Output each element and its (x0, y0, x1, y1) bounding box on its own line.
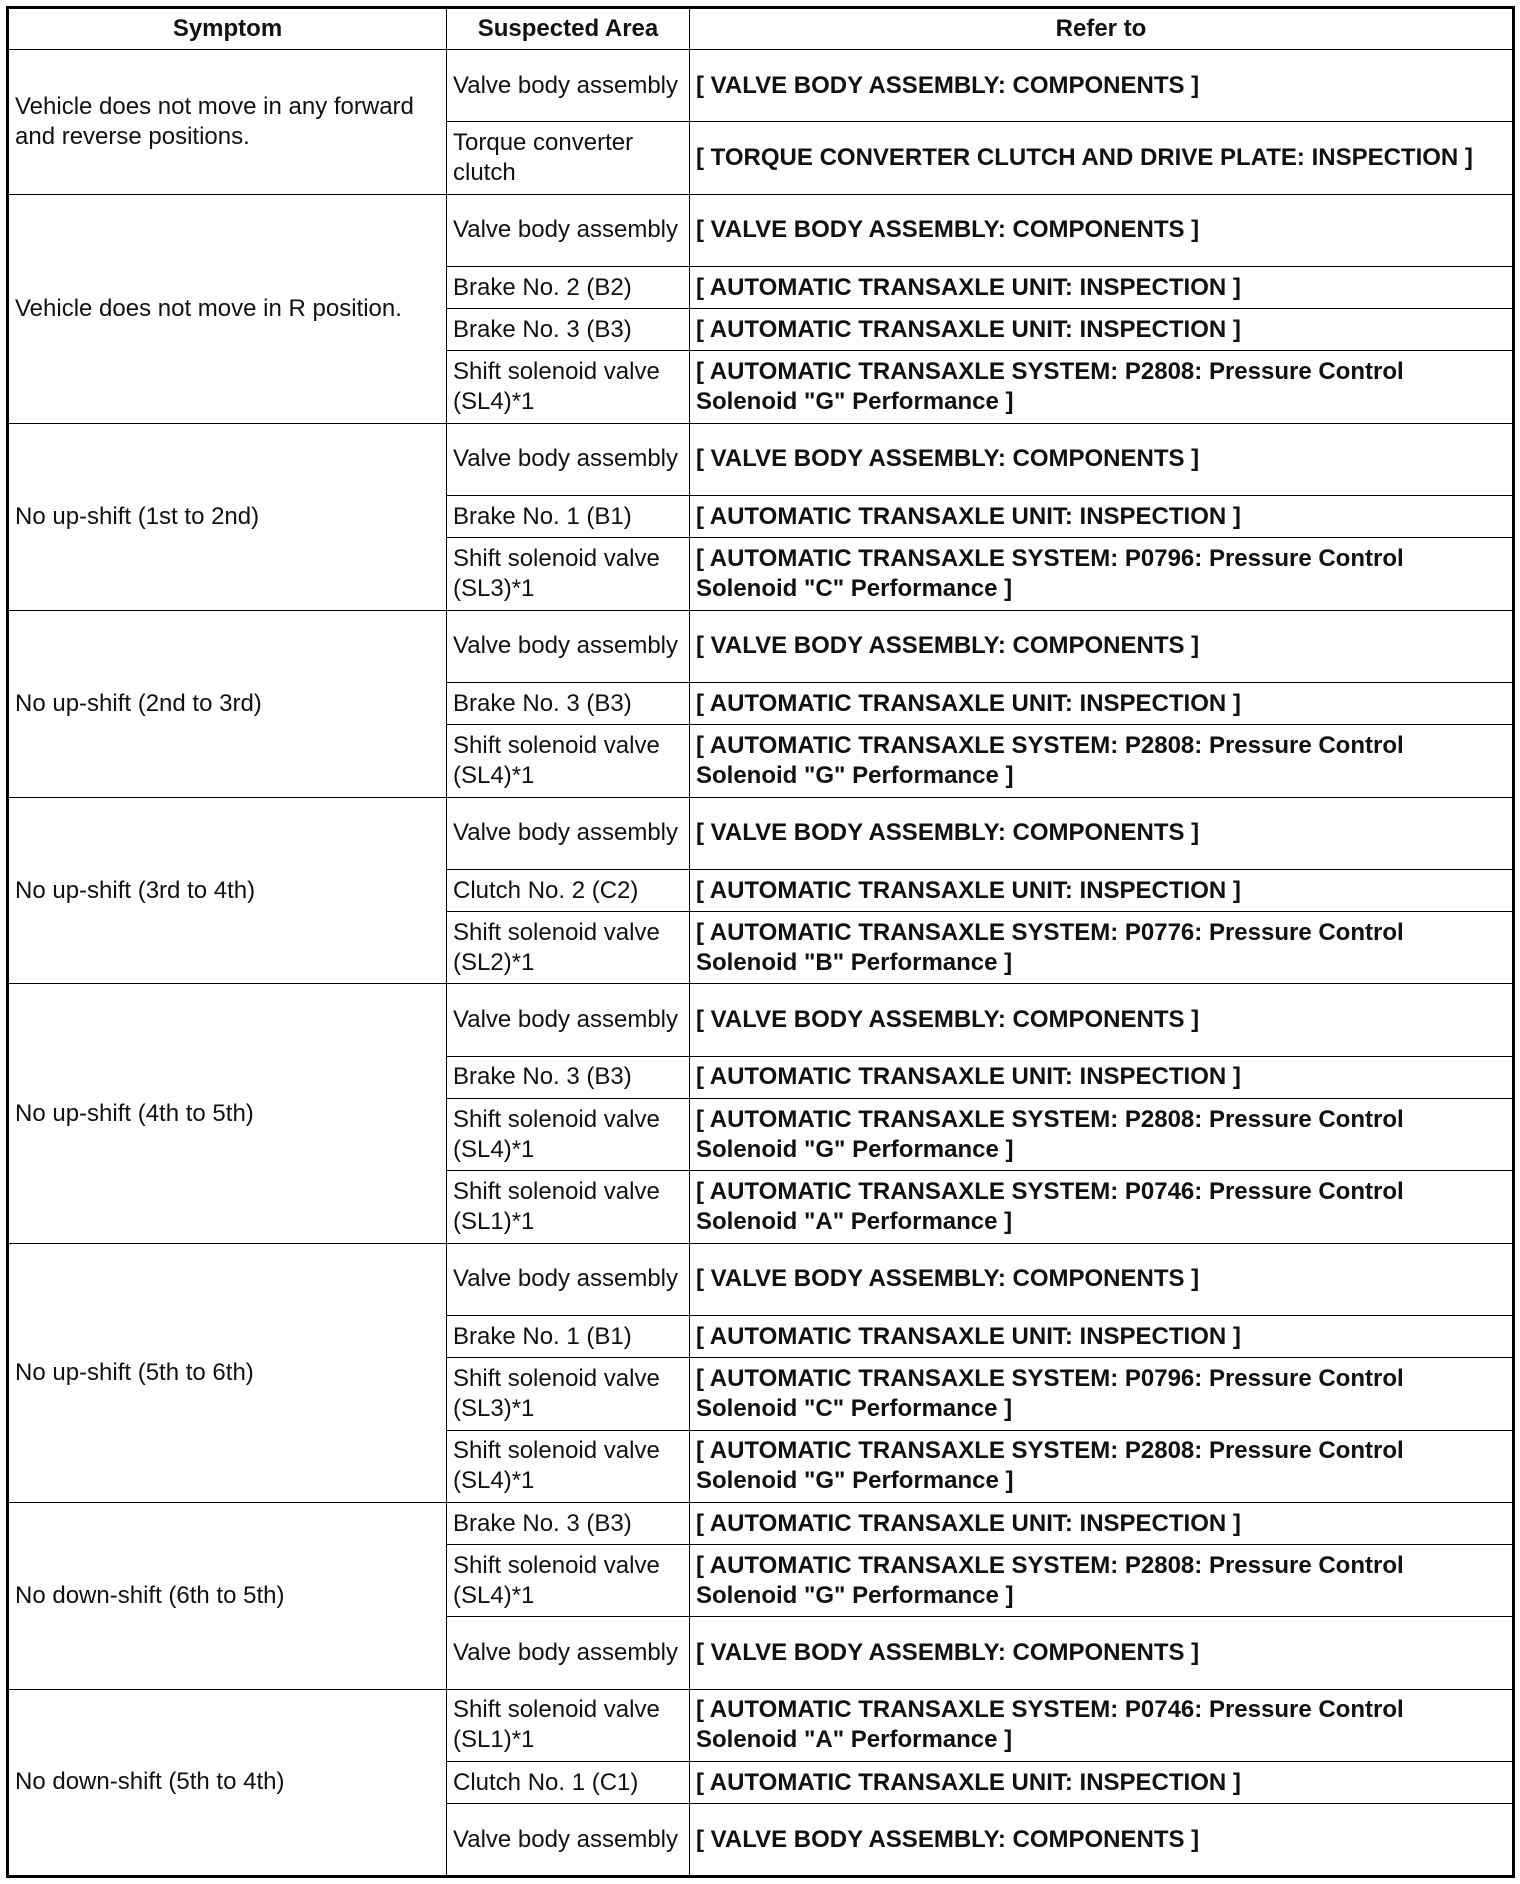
symptom-cell: No down-shift (6th to 5th) (8, 1502, 447, 1689)
suspected-area-cell: Shift solenoid valve (SL2)*1 (447, 912, 690, 984)
suspected-area-cell: Valve body assembly (447, 1804, 690, 1877)
suspected-area-cell: Clutch No. 1 (C1) (447, 1762, 690, 1804)
refer-to-link[interactable]: [ VALVE BODY ASSEMBLY: COMPONENTS ] (690, 423, 1514, 495)
symptom-table (6, 6, 1515, 1878)
refer-to-link[interactable]: [ AUTOMATIC TRANSAXLE SYSTEM: P2808: Pressure Control Solenoid "G" Performance ] (690, 1545, 1514, 1617)
refer-to-link[interactable]: [ AUTOMATIC TRANSAXLE SYSTEM: P2808: Pressure Control Solenoid "G" Performance ] (690, 1099, 1514, 1171)
header-refer-to: Refer to (690, 8, 1514, 50)
refer-to-link[interactable]: [ AUTOMATIC TRANSAXLE UNIT: INSPECTION ] (690, 683, 1514, 725)
header-suspected-area: Suspected Area (447, 8, 690, 50)
header-symptom: Symptom (8, 8, 447, 50)
suspected-area-cell: Brake No. 3 (B3) (447, 683, 690, 725)
suspected-area-cell: Valve body assembly (447, 610, 690, 682)
suspected-area-cell: Valve body assembly (447, 50, 690, 122)
refer-to-link[interactable]: [ AUTOMATIC TRANSAXLE SYSTEM: P0776: Pressure Control Solenoid "B" Performance ] (690, 912, 1514, 984)
suspected-area-cell: Shift solenoid valve (SL4)*1 (447, 1099, 690, 1171)
refer-to-link[interactable]: [ AUTOMATIC TRANSAXLE SYSTEM: P0796: Pressure Control Solenoid "C" Performance ] (690, 538, 1514, 610)
refer-to-link[interactable]: [ AUTOMATIC TRANSAXLE SYSTEM: P0746: Pressure Control Solenoid "A" Performance ] (690, 1171, 1514, 1243)
refer-to-link[interactable]: [ VALVE BODY ASSEMBLY: COMPONENTS ] (690, 797, 1514, 869)
refer-to-link[interactable]: [ AUTOMATIC TRANSAXLE SYSTEM: P2808: Pressure Control Solenoid "G" Performance ] (690, 1430, 1514, 1502)
refer-to-link[interactable]: [ VALVE BODY ASSEMBLY: COMPONENTS ] (690, 610, 1514, 682)
symptom-cell: No up-shift (4th to 5th) (8, 984, 447, 1243)
suspected-area-cell: Brake No. 3 (B3) (447, 1502, 690, 1544)
suspected-area-cell: Clutch No. 2 (C2) (447, 869, 690, 911)
refer-to-link[interactable]: [ AUTOMATIC TRANSAXLE UNIT: INSPECTION ] (690, 1056, 1514, 1098)
refer-to-link[interactable]: [ AUTOMATIC TRANSAXLE UNIT: INSPECTION ] (690, 869, 1514, 911)
refer-to-link[interactable]: [ VALVE BODY ASSEMBLY: COMPONENTS ] (690, 194, 1514, 266)
table-row (8, 1689, 1514, 1761)
suspected-area-cell: Shift solenoid valve (SL4)*1 (447, 1430, 690, 1502)
refer-to-link[interactable]: [ AUTOMATIC TRANSAXLE UNIT: INSPECTION ] (690, 1502, 1514, 1544)
suspected-area-cell: Brake No. 1 (B1) (447, 496, 690, 538)
symptom-cell: No down-shift (5th to 4th) (8, 1689, 447, 1876)
suspected-area-cell: Brake No. 1 (B1) (447, 1316, 690, 1358)
refer-to-link[interactable]: [ AUTOMATIC TRANSAXLE SYSTEM: P2808: Pressure Control Solenoid "G" Performance ] (690, 725, 1514, 797)
suspected-area-cell: Brake No. 3 (B3) (447, 309, 690, 351)
refer-to-link[interactable]: [ TORQUE CONVERTER CLUTCH AND DRIVE PLATE: INSPECTION ] (690, 122, 1514, 194)
refer-to-link[interactable]: [ VALVE BODY ASSEMBLY: COMPONENTS ] (690, 1804, 1514, 1877)
suspected-area-cell: Shift solenoid valve (SL4)*1 (447, 1545, 690, 1617)
refer-to-link[interactable]: [ AUTOMATIC TRANSAXLE SYSTEM: P2808: Pressure Control Solenoid "G" Performance ] (690, 351, 1514, 423)
suspected-area-cell: Shift solenoid valve (SL1)*1 (447, 1689, 690, 1761)
suspected-area-cell: Valve body assembly (447, 1617, 690, 1689)
suspected-area-cell: Torque converter clutch (447, 122, 690, 194)
table-row (8, 423, 1514, 495)
table-row (8, 797, 1514, 869)
refer-to-link[interactable]: [ VALVE BODY ASSEMBLY: COMPONENTS ] (690, 1617, 1514, 1689)
suspected-area-cell: Valve body assembly (447, 797, 690, 869)
refer-to-link[interactable]: [ AUTOMATIC TRANSAXLE UNIT: INSPECTION ] (690, 496, 1514, 538)
refer-to-link[interactable]: [ AUTOMATIC TRANSAXLE UNIT: INSPECTION ] (690, 309, 1514, 351)
refer-to-link[interactable]: [ AUTOMATIC TRANSAXLE UNIT: INSPECTION ] (690, 267, 1514, 309)
suspected-area-cell: Shift solenoid valve (SL3)*1 (447, 1358, 690, 1430)
table-row (8, 610, 1514, 682)
suspected-area-cell: Valve body assembly (447, 1243, 690, 1315)
symptom-cell: No up-shift (3rd to 4th) (8, 797, 447, 984)
table-row (8, 50, 1514, 122)
refer-to-link[interactable]: [ AUTOMATIC TRANSAXLE SYSTEM: P0796: Pressure Control Solenoid "C" Performance ] (690, 1358, 1514, 1430)
suspected-area-cell: Shift solenoid valve (SL4)*1 (447, 725, 690, 797)
header-row (8, 8, 1514, 50)
refer-to-link[interactable]: [ VALVE BODY ASSEMBLY: COMPONENTS ] (690, 984, 1514, 1056)
refer-to-link[interactable]: [ VALVE BODY ASSEMBLY: COMPONENTS ] (690, 1243, 1514, 1315)
symptom-cell: No up-shift (2nd to 3rd) (8, 610, 447, 797)
symptom-cell: No up-shift (5th to 6th) (8, 1243, 447, 1502)
table-row (8, 1243, 1514, 1315)
suspected-area-cell: Valve body assembly (447, 194, 690, 266)
symptom-cell: Vehicle does not move in any forward and reverse positions. (8, 50, 447, 195)
table-row (8, 1502, 1514, 1544)
symptom-cell: No up-shift (1st to 2nd) (8, 423, 447, 610)
table-row (8, 194, 1514, 266)
refer-to-link[interactable]: [ AUTOMATIC TRANSAXLE UNIT: INSPECTION ] (690, 1316, 1514, 1358)
suspected-area-cell: Shift solenoid valve (SL4)*1 (447, 351, 690, 423)
suspected-area-cell: Brake No. 3 (B3) (447, 1056, 690, 1098)
refer-to-link[interactable]: [ AUTOMATIC TRANSAXLE SYSTEM: P0746: Pressure Control Solenoid "A" Performance ] (690, 1689, 1514, 1761)
suspected-area-cell: Brake No. 2 (B2) (447, 267, 690, 309)
suspected-area-cell: Shift solenoid valve (SL3)*1 (447, 538, 690, 610)
refer-to-link[interactable]: [ VALVE BODY ASSEMBLY: COMPONENTS ] (690, 50, 1514, 122)
suspected-area-cell: Shift solenoid valve (SL1)*1 (447, 1171, 690, 1243)
suspected-area-cell: Valve body assembly (447, 984, 690, 1056)
symptom-cell: Vehicle does not move in R position. (8, 194, 447, 423)
refer-to-link[interactable]: [ AUTOMATIC TRANSAXLE UNIT: INSPECTION ] (690, 1762, 1514, 1804)
table-row (8, 984, 1514, 1056)
suspected-area-cell: Valve body assembly (447, 423, 690, 495)
